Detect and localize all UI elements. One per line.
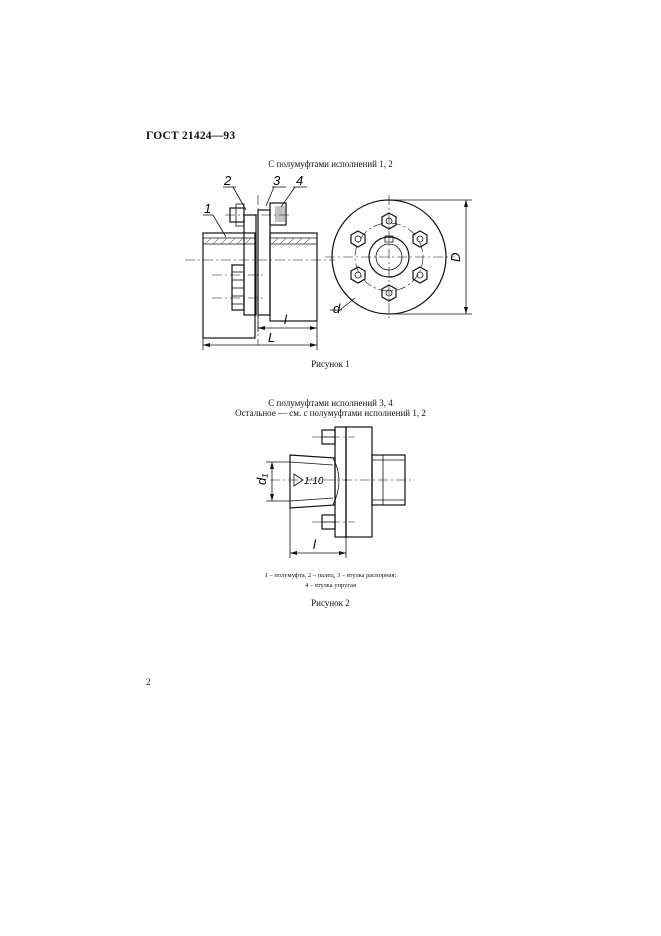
figure2-caption: С полумуфтами исполнений 3, 4 [268,398,393,408]
bolt-top [312,430,355,444]
figure2-legend-line1: 1 – полумуфта, 2 – палец, 3 – втулка распорная; [264,572,397,579]
page-number: 2 [146,677,151,687]
dimension-l [290,508,346,558]
svg-text:D: D [448,252,463,262]
document-header: ГОСТ 21424—93 [146,130,236,142]
svg-text:3: 3 [273,173,281,188]
figure2-legend-line2: 4 – втулка упругая [305,582,356,589]
figure1-title: Рисунок 1 [311,359,350,369]
taper-indicator [294,474,324,487]
svg-text:L: L [268,330,276,345]
bolt-bottom [312,515,355,529]
svg-text:1:10: 1:10 [304,476,324,487]
svg-text:2: 2 [224,173,232,188]
svg-text:l: l [284,312,287,327]
figure2-note: Остальное — см. с полумуфтами исполнений 1, 2 [235,408,426,418]
svg-text:l: l [313,537,316,552]
svg-text:d: d [333,301,341,316]
svg-text:d₁: d₁ [254,473,269,485]
figure1-caption: С полумуфтами исполнений 1, 2 [268,159,393,169]
svg-text:1: 1 [204,201,212,216]
figure2-title: Рисунок 2 [311,598,350,608]
flange-right [346,427,372,537]
flange-left [335,427,346,537]
dimension-d1 [254,462,290,501]
svg-text:4: 4 [296,173,304,188]
